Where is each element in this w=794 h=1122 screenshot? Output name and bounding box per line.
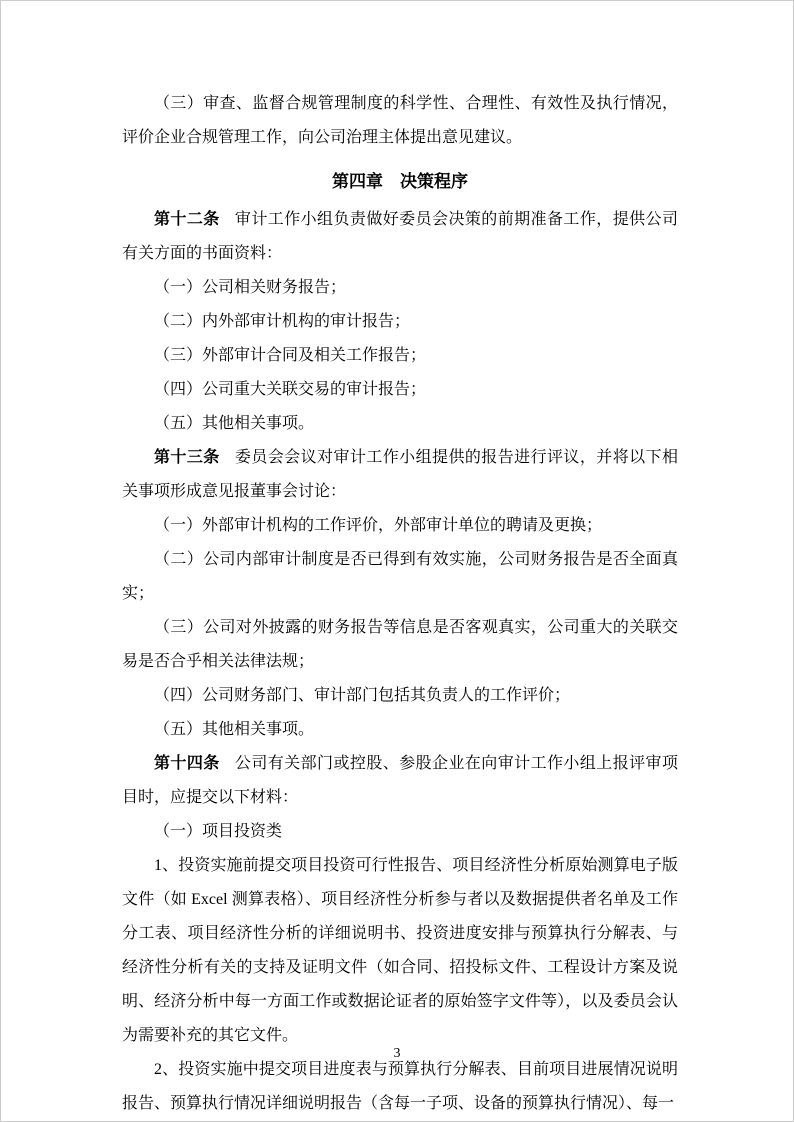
article-14-item-2: 1、投资实施前提交项目投资可行性报告、项目经济性分析原始测算电子版文件（如 Excel 测算表格）、项目经济性分析参与者以及数据提供者名单及工作分工表、项目经济性分析的详细说明书、投资进度安排与预算执行分解表、与经济性分析有关的支持及证明文件（如合同、招投标文件、工程设计方案及说明、经济分析中每一方面工作或数据论证者的原始签字文件等），以及委员会认为需要补充的其它文件。	[122, 857, 678, 1044]
article-14-item-3: 2、投资实施中提交项目进度表与预算执行分解表、目前项目进展情况说明报告、预算执行情况详细说明报告（含每一子项、设备的预算执行情况）、每一	[122, 1061, 678, 1112]
article-12	[122, 203, 678, 271]
paragraph-continuation: （三）审查、监督合规管理制度的科学性、合理性、有效性及执行情况，评价企业合规管理工作，向公司治理主体提出意见建议。	[122, 95, 678, 146]
article-13-text: 委员会会议对审计工作小组提供的报告进行评议，并将以下相关事项形成意见报董事会讨论：	[122, 449, 678, 500]
page-number: 3	[393, 1046, 401, 1061]
article-13	[122, 441, 678, 509]
document-body	[122, 87, 678, 1121]
article-14-label: 第十四条	[154, 755, 220, 772]
article-12-item-2: （二）内外部审计机构的审计报告；	[154, 313, 411, 330]
article-14-item-1: （一）项目投资类	[154, 823, 283, 840]
article-12-label: 第十二条	[154, 211, 220, 228]
article-12-item-1: （一）公司相关财务报告；	[154, 279, 347, 296]
article-13-item-5: （五）其他相关事项。	[154, 721, 315, 738]
article-14-text: 公司有关部门或控股、参股企业在向审计工作小组上报评审项目时，应提交以下材料：	[122, 755, 678, 806]
article-13-label: 第十三条	[154, 449, 220, 466]
chapter-heading: 第四章 决策程序	[332, 172, 468, 191]
article-13-item-4: （四）公司财务部门、审计部门包括其负责人的工作评价；	[154, 687, 571, 704]
article-13-item-3: （三）公司对外披露的财务报告等信息是否客观真实，公司重大的关联交易是否合乎相关法律法规；	[122, 619, 678, 670]
article-12-item-5: （五）其他相关事项。	[154, 415, 315, 432]
article-12-item-4: （四）公司重大关联交易的审计报告；	[154, 381, 427, 398]
article-12-item-3: （三）外部审计合同及相关工作报告；	[154, 347, 427, 364]
article-12-text: 审计工作小组负责做好委员会决策的前期准备工作，提供公司有关方面的书面资料：	[122, 211, 678, 262]
article-14	[122, 747, 678, 815]
article-13-item-1: （一）外部审计机构的工作评价，外部审计单位的聘请及更换；	[154, 517, 603, 534]
article-13-item-2: （二）公司内部审计制度是否已得到有效实施，公司财务报告是否全面真实；	[122, 551, 678, 602]
